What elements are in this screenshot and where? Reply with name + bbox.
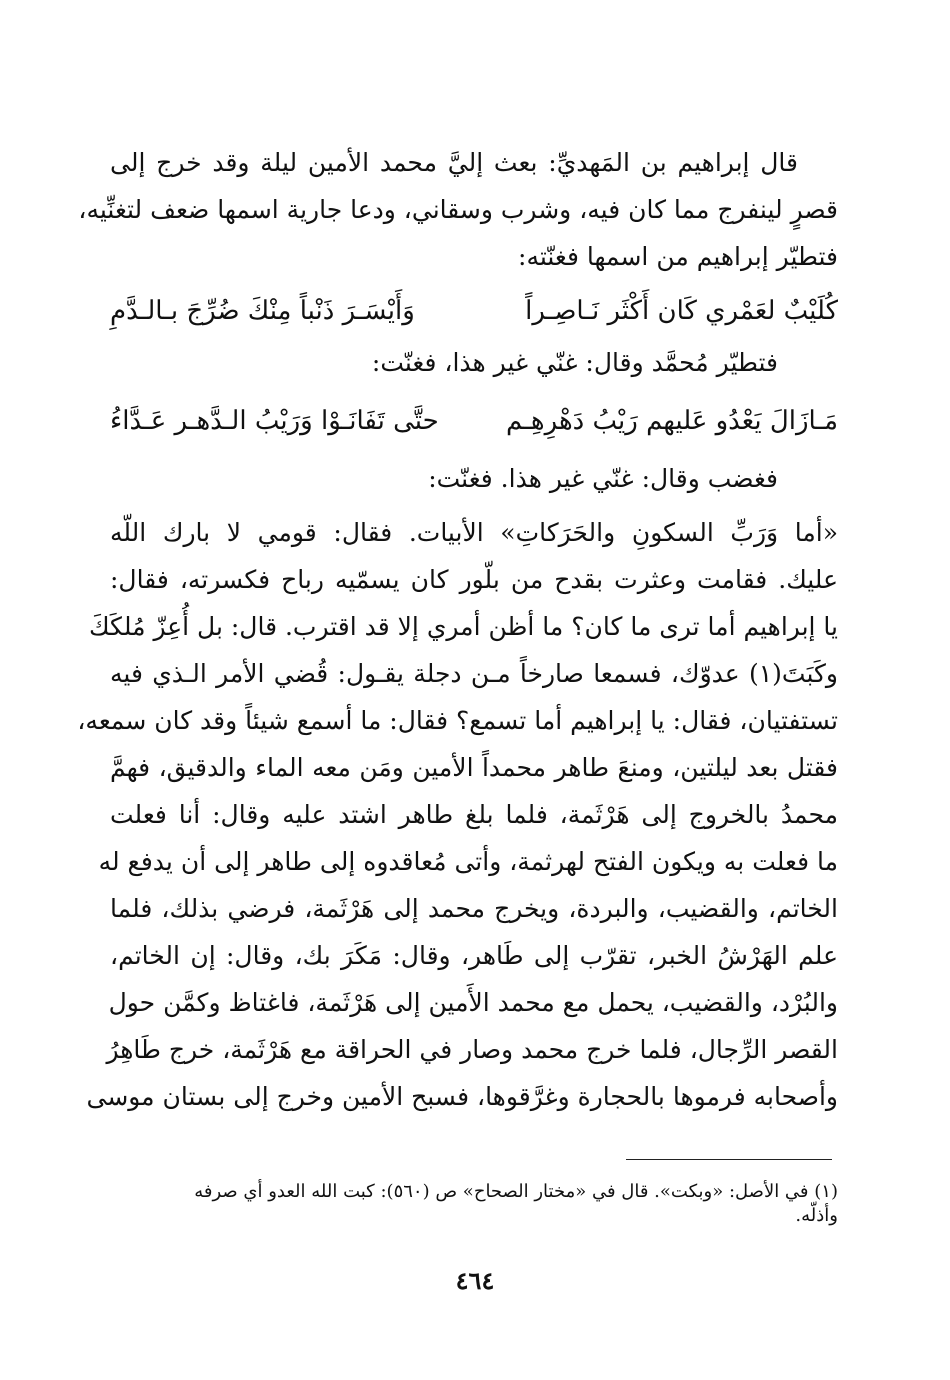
- text-line: والبُرْد، والقضيب، يحمل مع محمد الأَمين إلى هَرْثَمة، فاغتاظ وكمَّن حول: [108, 988, 838, 1017]
- text-line: «أما وَرَبِّ السكونِ والحَرَكاتِ» الأبيات. فقال: قومي لا بارك اللّه: [110, 518, 838, 547]
- text-line: عليك. فقامت وعثرت بقدح من بلّور كان يسمّيه رباح فكسرته، فقال:: [110, 565, 838, 594]
- text-line: قال إبراهيم بن المَهديِّ: بعث إليَّ محمد الأمين ليلة وقد خرج إلى: [110, 148, 798, 177]
- text-line: قصرٍ لينفرج مما كان فيه، وشرب وسقاني، ودعا جارية اسمها ضعف لتغنِّيه،: [78, 195, 838, 224]
- footnote-line: وأذلّه.: [795, 1205, 838, 1226]
- text-line: فتطيّر مُحمَّد وقال: غنّي غير هذا، فغنّت:: [371, 348, 778, 377]
- verse-hemistich-right: كُلَيْبٌ لعَمْري كَان أَكْثَر نَـاصِـراً: [525, 296, 838, 326]
- text-line: القصر الرِّجال، فلما خرج محمد وصار في الحراقة مع هَرْثَمة، خرج طَاهِرُ: [106, 1035, 838, 1064]
- text-line: فتطيّر إبراهيم من اسمها فغنّته:: [518, 242, 838, 271]
- text-line: تستفتيان، فقال: يا إبراهيم أما تسمع؟ فقال: ما أسمع شيئاً وقد كان سمعه،: [77, 706, 838, 735]
- text-line: علم الهَرْشُ الخبر، تقرّب إلى طَاهر، وقال: مَكَرَ بك، وقال: إن الخاتم،: [110, 941, 838, 970]
- footnote-line: (١) في الأصل: «وبكت». قال في «مختار الصحاح» ص (٥٦٠): كبت الله العدو أي صرفه: [194, 1181, 838, 1202]
- verse-hemistich-left: وَأَيْسَـرَ ذَنْباً مِنْكَ ضُرِّجَ بـالـدَّمِ: [110, 296, 415, 326]
- text-line: محمدُ بالخروج إلى هَرْثَمة، فلما بلغ طاهر اشتد عليه وقال: أنا فعلت: [110, 800, 838, 829]
- footnote-separator: [626, 1159, 832, 1160]
- verse-hemistich-left: حتَّى تَفَانَـوْا وَرَيْبُ الـدَّهـر عَـدَّاءُ: [110, 406, 439, 436]
- verse-hemistich-right: مَـازَالَ يَعْدُو عَليهم رَيْبُ دَهْرِهِـم: [505, 406, 838, 436]
- text-line: فغضب وقال: غنّي غير هذا. فغنّت:: [428, 464, 778, 493]
- text-line: ما فعلت به ويكون الفتح لهرثمة، وأتى مُعاقدوه إلى طاهر إلى أن يدفع له: [98, 847, 838, 876]
- text-line: فقتل بعد ليلتين، ومنعَ طاهر محمداً الأمين ومَن معه الماء والدقيق، فهمَّ: [110, 753, 838, 782]
- page-number: ٤٦٤: [455, 1266, 495, 1295]
- text-line: يا إبراهيم أما ترى ما كان؟ ما أظن أمري إلا قد اقترب. قال: بل أُعِزّ مُلكَكَ: [88, 612, 838, 641]
- text-line: وأصحابه فرموها بالحجارة وغرَّقوها، فسبح الأمين وخرج إلى بستان موسى: [86, 1082, 838, 1111]
- text-line: وكَبَتَ(١) عدوّك، فسمعا صارخاً مـن دجلة يقـول: قُضي الأمر الـذي فيه: [110, 659, 838, 688]
- text-line: الخاتم، والقضيب، والبردة، ويخرج محمد إلى هَرْثَمة، فرضي بذلك، فلما: [110, 894, 838, 923]
